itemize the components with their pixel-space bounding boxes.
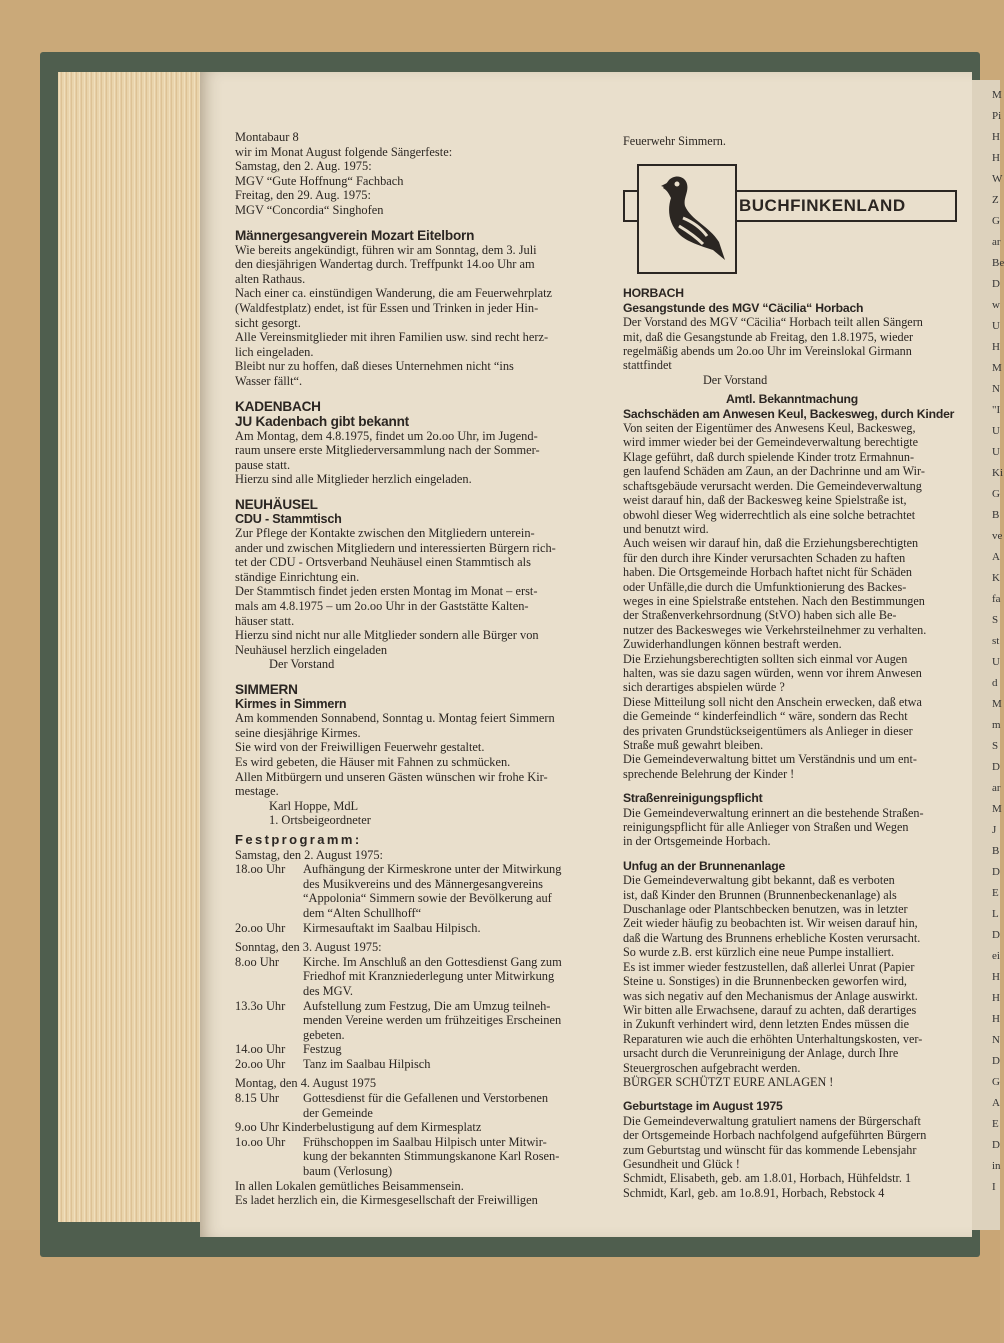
program-description-line: gebeten. <box>303 1027 345 1042</box>
program-description-line: kung der bekannten Stimmungskanone Karl Rosen- <box>303 1149 560 1164</box>
program-description <box>303 999 605 1043</box>
text-line: Schmidt, Elisabeth, geb. am 1.8.01, Horbach, Hühfeldstr. 1 <box>623 1171 912 1186</box>
text-line: Die Erziehungsberechtigten sollten sich einmal vor Augen <box>623 651 908 666</box>
text-line: In allen Lokalen gemütliches Beisammensein. <box>235 1178 464 1193</box>
text-line: gen laufend Schäden am Zaun, an der Dachrinne und am Wir- <box>623 464 925 479</box>
continuation-line: Feuerwehr Simmern. <box>623 134 726 148</box>
left-column <box>235 130 605 1208</box>
day3-heading: Montag, den 4. August 1975 <box>235 1076 377 1091</box>
text-line: in Zukunft verhindert wird, denn letzten Endes müssen die <box>623 1017 909 1032</box>
text-line: oder Unfälle,die durch die Umfunktionierung des Backes- <box>623 579 907 594</box>
day3-line: 9.oo Uhr Kinderbelustigung auf dem Kirmesplatz <box>235 1120 482 1135</box>
text-line: Es ist immer wieder festzustellen, daß allerlei Unrat (Papier <box>623 959 915 974</box>
neuhaeusel-body <box>235 526 605 657</box>
adjacent-page-fragment: M <box>992 89 1002 101</box>
program-time: 1o.oo Uhr <box>235 1134 286 1149</box>
text-line: Alle Vereinsmitglieder mit ihren Familien usw. sind recht herz- <box>235 330 549 345</box>
text-line: ursacht durch die Verunreinigung der Anlage, durch Ihre <box>623 1046 899 1061</box>
adjacent-page-fragment: K <box>992 572 1000 584</box>
program-description-line: dem “Alten Schullhoff“ <box>303 905 422 920</box>
text-line: seine diesjährige Kirmes. <box>235 725 361 740</box>
adjacent-page-fragment: w <box>992 299 1000 311</box>
program-description-line: Kirmesauftakt im Saalbau Hilpisch. <box>303 920 481 935</box>
text-line: Die Gemeindeverwaltung gibt bekannt, daß es verboten <box>623 873 895 888</box>
kadenbach-heading: JU Kadenbach gibt bekannt <box>235 413 410 429</box>
adjacent-page-fragment: H <box>992 131 1000 143</box>
day1-program <box>235 862 605 935</box>
adjacent-page-fragment: H <box>992 971 1000 983</box>
text-line: Hierzu sind alle Mitglieder herzlich eingeladen. <box>235 472 472 487</box>
eitelborn-heading: Männergesangverein Mozart Eitelborn <box>235 227 475 243</box>
program-description-line: “Appolonia“ Simmern sowie der Bevölkerung auf <box>303 891 552 906</box>
program-item <box>235 862 605 920</box>
text-line: die Gemeinde “ kinderfeindlich “ wäre, sondern das Recht <box>623 709 908 724</box>
text-line: häuser statt. <box>235 613 295 628</box>
logo-text: BUCHFINKENLAND <box>739 196 906 216</box>
simmern-town: SIMMERN <box>235 682 298 698</box>
eitelborn-body <box>235 243 605 389</box>
brunnen-heading: Unfug an der Brunnenanlage <box>623 858 786 873</box>
text-line: Allen Mitbürgern und unseren Gästen wünschen wir frohe Kir- <box>235 769 548 784</box>
brunnen-body <box>623 873 961 1089</box>
horbach-town: HORBACH <box>623 286 684 301</box>
text-line: raum unsere erste Mitgliederversammlung nach der Sommer- <box>235 443 540 458</box>
text-line: ist, daß Kinder den Brunnen (Brunnenbeckenanlage) als <box>623 887 897 902</box>
text-line: Die Gemeindeverwaltung gratuliert namens der Bürgerschaft <box>623 1113 921 1128</box>
text-line: Es wird gebeten, die Häuser mit Fahnen zu schmücken. <box>235 755 511 769</box>
text-line: der Ortsgemeinde Horbach nachfolgend aufgeführten Bürgern <box>623 1128 927 1143</box>
text-line: der Straßenverkehrsordnung (StVO) haben sich alle Be- <box>623 608 897 623</box>
adjacent-page-fragment: I <box>992 1181 996 1193</box>
text-line: Neuhäusel herzlich eingeladen <box>235 642 388 657</box>
text-line: Steuergroschen aufgebracht werden. <box>623 1060 801 1075</box>
adjacent-page-fragment: D <box>992 929 1000 941</box>
text-line: daß die Wartung des Brunnens erhebliche Kosten verursacht. <box>623 930 921 945</box>
text-line: Zur Pflege der Kontakte zwischen den Mitgliedern unterein- <box>235 526 535 541</box>
text-line: sich derartiges abspielen würde ? <box>623 680 785 695</box>
text-line: Hierzu sind nicht nur alle Mitglieder sondern alle Bürger von <box>235 628 539 643</box>
text-line: Nach einer ca. einstündigen Wanderung, die am Feuerwehrplatz <box>235 286 553 301</box>
adjacent-page-fragment: ar <box>992 782 1001 794</box>
text-line: zum Geburtstag und wünscht für das kommende Lebensjahr <box>623 1142 917 1157</box>
text-line: für den durch ihre Kinder verursachten Schaden zu haften <box>623 550 906 565</box>
program-description-line: des Musikvereins und des Männergesangvereins <box>303 876 543 891</box>
adjacent-page-fragment: M <box>992 362 1002 374</box>
program-time: 13.3o Uhr <box>235 998 286 1013</box>
adjacent-page-fragment: G <box>992 1076 1000 1088</box>
adjacent-page-fragment: G <box>992 215 1000 227</box>
text-line: des privaten Grundstückseigentümers als Anlieger in dieser <box>623 723 913 738</box>
adjacent-page-fragment: ve <box>992 530 1003 542</box>
adjacent-page-fragment: D <box>992 1139 1000 1151</box>
program-description-line: Aufhängung der Kirmeskrone unter der Mitwirkung <box>303 862 562 877</box>
text-line: Diese Mitteilung soll nicht den Anschein erwecken, daß etwa <box>623 694 922 709</box>
adjacent-page-fragment: d <box>992 677 998 689</box>
day3-program-continued <box>235 1135 605 1179</box>
adjacent-page-fragment: S <box>992 740 999 752</box>
adjacent-page-fragment: W <box>992 173 1003 185</box>
program-item <box>235 955 605 999</box>
strassen-heading: Straßenreinigungspflicht <box>623 791 763 806</box>
text-line: Reparaturen wie auch die erhöhten Unterhaltungskosten, ver- <box>623 1031 923 1046</box>
text-line: BÜRGER SCHÜTZT EURE ANLAGEN ! <box>623 1074 834 1089</box>
logo-bird-frame <box>637 164 737 274</box>
text-line: tet der CDU - Ortsverband Neuhäusel einen Stammtisch als <box>235 555 531 570</box>
text-line: sicht gesorgt. <box>235 315 301 330</box>
day1-heading: Samstag, den 2. August 1975: <box>235 847 383 862</box>
text-line: ständige Einrichtung ein. <box>235 569 360 584</box>
program-description-line: Frühschoppen im Saalbau Hilpisch unter Mitwir- <box>303 1134 547 1149</box>
text-line: schaftsgebäude verursacht werden. Die Gemeindeverwaltung <box>623 478 922 493</box>
text-line: Steine u. Sonstiges) in die Brunnenbecken geworfen wird, <box>623 974 907 989</box>
horbach-body <box>623 315 961 373</box>
text-line: den diesjährigen Wandertag durch. Treffpunkt 14.oo Uhr am <box>235 257 535 272</box>
buchfinkenland-logo <box>623 156 961 276</box>
text-line: und benutzt wird. <box>623 521 709 536</box>
adjacent-page-fragment: J <box>992 824 997 836</box>
program-time: 2o.oo Uhr <box>235 920 286 935</box>
day3-program <box>235 1091 605 1120</box>
text-line: Freitag, den 29. Aug. 1975: <box>235 188 371 203</box>
text-line: was sich negativ auf den Mechanismus der Anlage auswirkt. <box>623 988 918 1003</box>
adjacent-page-fragment: B <box>992 509 1000 521</box>
adjacent-page-fragment: m <box>992 719 1001 731</box>
text-line: pause statt. <box>235 457 291 472</box>
text-line: Wasser fällt“. <box>235 373 303 388</box>
text-line: (Waldfestplatz) endet, ist für Essen und Trinken in jeder Hin- <box>235 300 539 315</box>
text-line: Schmidt, Karl, geb. am 1o.8.91, Horbach, Rebstock 4 <box>623 1185 885 1200</box>
adjacent-page-fragment: ei <box>992 950 1000 962</box>
adjacent-page-fragment: H <box>992 341 1000 353</box>
horbach-heading: Gesangstunde des MGV “Cäcilia“ Horbach <box>623 300 864 315</box>
adjacent-page-fragment: st <box>992 635 1000 647</box>
amtl-heading: Amtl. Bekanntmachung <box>725 392 859 407</box>
adjacent-page-fragment: U <box>992 656 1000 668</box>
text-line: wird immer wieder bei der Gemeindeverwaltung berechtigte <box>623 435 919 450</box>
text-line: weges in eine Spielstraße entstehen. Nach den Bestimmungen <box>623 593 925 608</box>
text-line: Der Vorstand des MGV “Cäcilia“ Horbach teilt allen Sängern <box>623 315 923 330</box>
text-line: Duschanlage oder Plantschbecken benutzen, was in letzter <box>623 902 908 917</box>
adjacent-page-fragment: U <box>992 320 1000 332</box>
text-line: wir im Monat August folgende Sängerfeste: <box>235 144 453 159</box>
text-line: Zuwiderhandlungen können bestraft werden. <box>623 637 842 652</box>
program-description-line: Friedhof mit Kranzniederlegung unter Mitwirkung <box>303 969 555 984</box>
horbach-signature: Der Vorstand <box>703 372 768 387</box>
program-description <box>303 1135 605 1179</box>
text-line: ander und zwischen Mitgliedern und interessierten Bürgern rich- <box>235 540 556 555</box>
strassen-body <box>623 806 961 849</box>
text-line: Auch weisen wir darauf hin, daß die Erziehungsberechtigten <box>623 536 919 551</box>
text-line: Am Montag, dem 4.8.1975, findet um 2o.oo Uhr, im Jugend- <box>235 428 538 443</box>
closing-text <box>235 1179 605 1208</box>
program-description-line: Festzug <box>303 1042 342 1057</box>
program-time: 18.oo Uhr <box>235 862 286 877</box>
text-line: Wir bitten alle Erwachsene, darauf zu achten, daß derartiges <box>623 1002 917 1017</box>
adjacent-page-fragment: fa <box>992 593 1001 605</box>
program-item <box>235 999 605 1043</box>
intro-text <box>235 145 605 218</box>
neuhaeusel-signature: Der Vorstand <box>269 657 335 672</box>
adjacent-page-fragment: A <box>992 551 1000 563</box>
adjacent-page-fragment: H <box>992 152 1000 164</box>
program-item <box>235 921 605 936</box>
simmern-signature-role: 1. Ortsbeigeordneter <box>269 813 371 828</box>
adjacent-page-edge <box>972 80 1004 1230</box>
right-column <box>623 134 961 1200</box>
adjacent-page-fragment: L <box>992 908 999 920</box>
program-time: 14.oo Uhr <box>235 1042 286 1057</box>
text-line: Klage geführt, daß durch spielende Kinder trotz Ermahnun- <box>623 449 915 464</box>
adjacent-page-fragment: D <box>992 866 1000 878</box>
page-edges <box>58 72 208 1222</box>
adjacent-page-fragment: Z <box>992 194 999 206</box>
program-description-line: des MGV. <box>303 983 354 998</box>
program-description <box>303 1057 605 1072</box>
program-description-line: menden Vereine werden um frühzeitiges Erscheinen <box>303 1013 562 1028</box>
text-line: stattfindet <box>623 358 672 373</box>
adjacent-page-fragment: H <box>992 1013 1000 1025</box>
text-line: regelmäßig abends um 2o.oo Uhr im Vereinslokal Girmann <box>623 344 912 359</box>
adjacent-page-fragment: D <box>992 1055 1000 1067</box>
adjacent-page-fragment: B <box>992 845 1000 857</box>
program-description <box>303 955 605 999</box>
text-line: MGV “Concordia“ Singhofen <box>235 202 384 217</box>
program-time: 8.oo Uhr <box>235 954 280 969</box>
finch-bird-icon <box>639 166 735 272</box>
simmern-heading: Kirmes in Simmern <box>235 697 347 712</box>
program-time: 8.15 Uhr <box>235 1091 280 1106</box>
program-item <box>235 1135 605 1179</box>
adjacent-page-fragment: H <box>992 992 1000 1004</box>
text-line: haben. Die Ortsgemeinde Horbach haftet nicht für Schäden <box>623 565 913 580</box>
program-item <box>235 1042 605 1057</box>
text-line: Bleibt nur zu hoffen, daß dieses Unternehmen nicht “ins <box>235 359 514 374</box>
text-line: mit, daß die Gesangstunde ab Freitag, den 1.8.1975, wieder <box>623 329 914 344</box>
neuhaeusel-heading: CDU - Stammtisch <box>235 511 342 526</box>
adjacent-page-fragment: U <box>992 425 1000 437</box>
program-description-line: Gottesdienst für die Gefallenen und Verstorbenen <box>303 1091 549 1106</box>
adjacent-page-fragment: S <box>992 614 999 626</box>
text-line: in der Ortsgemeinde Horbach. <box>623 834 771 849</box>
adjacent-page-fragment: A <box>992 1097 1000 1109</box>
text-line: Die Gemeindeverwaltung erinnert an die bestehende Straßen- <box>623 805 924 820</box>
program-description <box>303 862 605 920</box>
text-line: sprechende Belehrung der Kinder ! <box>623 766 795 781</box>
kadenbach-body <box>235 429 605 487</box>
adjacent-page-fragment: Pi <box>992 110 1002 122</box>
adjacent-page-fragment: in <box>992 1160 1001 1172</box>
text-line: weist darauf hin, daß der Backesweg keine Spielstraße ist, <box>623 493 907 508</box>
text-line: Von seiten der Eigentümer des Anwesens Keul, Backesweg, <box>623 421 916 436</box>
text-line: Zeit wieder häufig zu beobachten ist. Wir weisen darauf hin, <box>623 916 918 931</box>
text-line: Die Gemeindeverwaltung bittet um Verständnis und um ent- <box>623 752 917 767</box>
text-line: So wurde z.B. erst kürzlich eine neue Pumpe installiert. <box>623 945 895 960</box>
adjacent-page-fragment: E <box>992 887 999 899</box>
day2-program <box>235 955 605 1072</box>
adjacent-page-fragment: E <box>992 1118 999 1130</box>
simmern-signature-name: Karl Hoppe, MdL <box>269 798 359 813</box>
neuhaeusel-town: NEUHÄUSEL <box>235 496 318 512</box>
adjacent-page-fragment: D <box>992 278 1000 290</box>
adjacent-page-fragment: U <box>992 446 1000 458</box>
text-line: MGV “Gute Hoffnung“ Fachbach <box>235 173 404 188</box>
program-description-line: Aufstellung zum Festzug, Die am Umzug teilneh- <box>303 998 551 1013</box>
text-line: Am kommenden Sonnabend, Sonntag u. Montag feiert Simmern <box>235 711 555 726</box>
program-description-line: Kirche. Im Anschluß an den Gottesdienst Gang zum <box>303 954 562 969</box>
adjacent-page-fragment: D <box>992 761 1000 773</box>
adjacent-page-fragment: N <box>992 383 1000 395</box>
text-line: Gesundheit und Glück ! <box>623 1156 740 1171</box>
program-description <box>303 921 605 936</box>
festprogramm-heading: Festprogramm: <box>235 831 362 847</box>
program-item <box>235 1057 605 1072</box>
text-line: Es ladet herzlich ein, die Kirmesgesellschaft der Freiwilligen <box>235 1193 538 1208</box>
adjacent-page-fragment: N <box>992 1034 1000 1046</box>
text-line: nutzer des Backesweges wie Verkehrsteilnehmer zu verhalten. <box>623 622 927 637</box>
adjacent-page-fragment: Be <box>992 257 1004 269</box>
program-description-line: Tanz im Saalbau Hilpisch <box>303 1056 431 1071</box>
program-description-line: baum (Verlosung) <box>303 1164 393 1179</box>
text-line: Der Stammtisch findet jeden ersten Montag im Monat – erst- <box>235 584 538 599</box>
text-line: Samstag, den 2. Aug. 1975: <box>235 159 372 174</box>
text-line: Wie bereits angekündigt, führen wir am Sonntag, dem 3. Juli <box>235 242 537 257</box>
kadenbach-town: KADENBACH <box>235 398 321 414</box>
text-line: Straße muß gewahrt bleiben. <box>623 738 764 752</box>
adjacent-page-fragment: ar <box>992 236 1001 248</box>
amtl-body <box>623 421 961 781</box>
text-line: mestage. <box>235 784 279 799</box>
adjacent-page-fragment: M <box>992 803 1002 815</box>
program-description <box>303 1042 605 1057</box>
program-description <box>303 1091 605 1120</box>
adjacent-page-fragment: M <box>992 698 1002 710</box>
program-item <box>235 1091 605 1120</box>
geburt-heading: Geburtstage im August 1975 <box>623 1099 783 1114</box>
adjacent-page-fragment: Ki <box>992 467 1003 479</box>
adjacent-page-fragment: "I <box>992 404 1001 416</box>
text-line: Sie wird von der Freiwilligen Feuerwehr gestaltet. <box>235 740 485 755</box>
amtl-subheading: Sachschäden am Anwesen Keul, Backesweg, durch Kinder <box>623 406 955 421</box>
program-time: 2o.oo Uhr <box>235 1056 286 1071</box>
text-line: lich eingeladen. <box>235 344 314 359</box>
text-line: mals am 4.8.1975 – um 2o.oo Uhr in der Gaststätte Kalten- <box>235 599 529 614</box>
text-line: alten Rathaus. <box>235 271 306 286</box>
adjacent-page-fragment: G <box>992 488 1000 500</box>
geburt-body <box>623 1114 961 1200</box>
program-description-line: der Gemeinde <box>303 1105 373 1120</box>
text-line: reinigungspflicht für alle Anlieger von Straßen und Wegen <box>623 820 909 835</box>
day2-heading: Sonntag, den 3. August 1975: <box>235 940 382 955</box>
text-line: halten, was sie dazu sagen würden, wenn vor ihrem Anwesen <box>623 665 922 680</box>
page-reference: Montabaur 8 <box>235 130 299 144</box>
text-line: obwohl dieser Weg widerrechtlich als eine solche betrachtet <box>623 507 916 522</box>
simmern-body <box>235 711 605 799</box>
